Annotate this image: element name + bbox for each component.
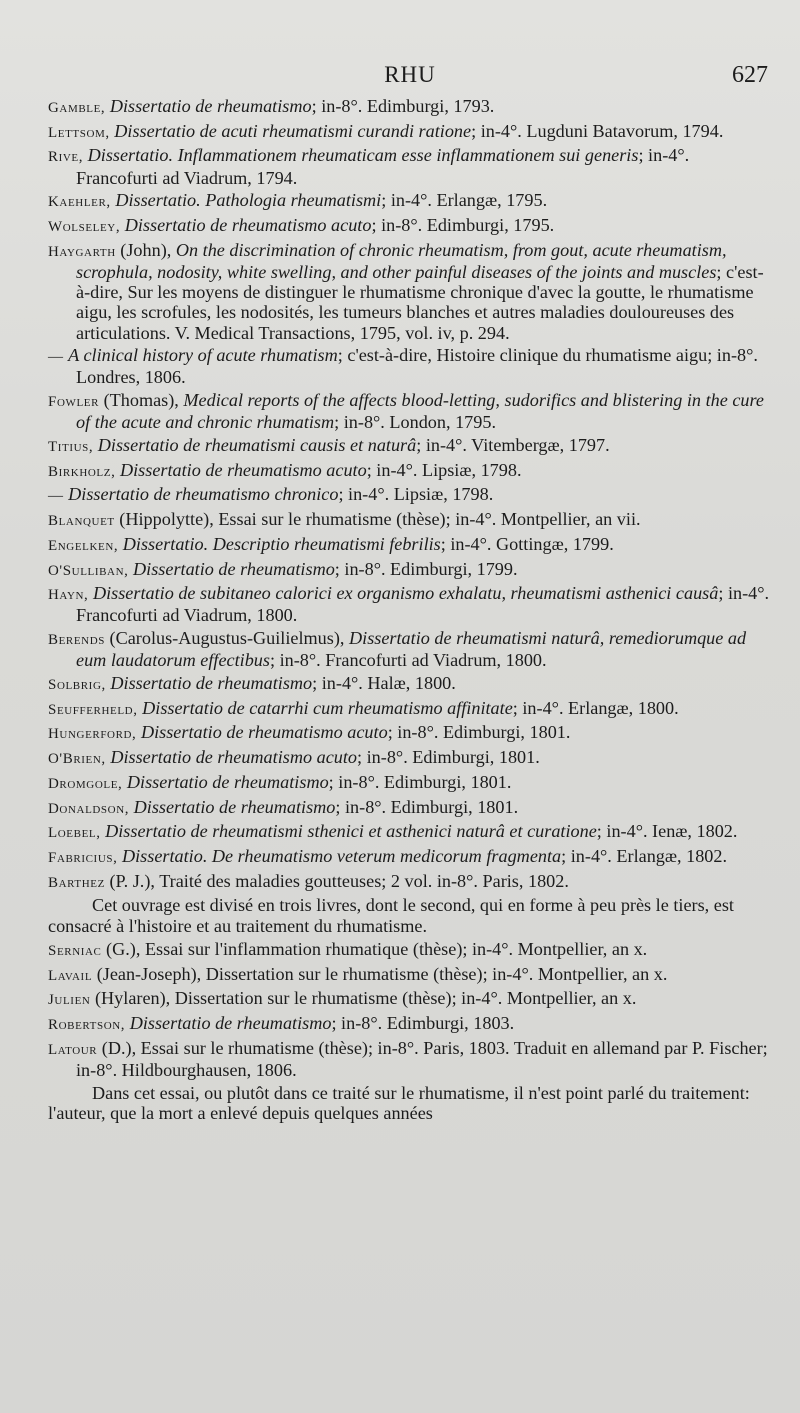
entry-details: ; in-4°. Halæ, 1800. [312, 673, 456, 694]
entry-details: ; in-4°. Francofurti ad Viadrum, 1800. [76, 583, 770, 626]
entry-author: Fowler [48, 394, 100, 411]
entry-title: A clinical history of acute rhumatism [68, 345, 338, 366]
entry-title: Dissertatio de rheumatismo [133, 796, 336, 817]
entry-title: Dissertatio de rheumatismi sthenici et asthenici naturâ et curatione [105, 821, 597, 842]
entry-author: Julien [48, 992, 91, 1009]
entry-details: Essai sur l'inflammation rhumatique (thèse); in-4°. Montpellier, an x. [144, 938, 648, 959]
entry-author-detail: (D.), [101, 1037, 141, 1058]
entry-author: Berends [48, 632, 105, 649]
entry-details: ; in-8°. London, 1795. [334, 412, 496, 433]
bibliography-entry [48, 145, 772, 187]
entry-author: — [48, 488, 64, 505]
bibliography-entry [48, 583, 772, 625]
bibliography-entry [48, 698, 772, 720]
bibliography-entry [48, 484, 772, 506]
entry-title: Dissertatio. De rheumatismo veterum medicorum fragmenta [121, 846, 562, 866]
entry-note: Cet ouvrage est divisé en trois livres, dont le second, qui en forme à peu près le tiers, est consacré à l'histoire et au traitement du rhumatisme. [48, 895, 734, 936]
bibliography-entry [48, 988, 772, 1010]
entry-author: Blanquet [48, 513, 115, 530]
entry-details: ; in-8°. Edimburgi, 1801. [357, 747, 540, 768]
entry-title: Dissertatio de rheumatismo chronico [68, 484, 339, 505]
entry-author-detail: (John), [120, 239, 176, 260]
entry-details: ; in-8°. Francofurti ad Viadrum, 1800. [269, 650, 547, 671]
entry-details: ; in-4°. Francofurti ad Viadrum, 1794. [76, 145, 690, 188]
entry-author: Haygarth [48, 243, 116, 260]
bibliography-entry [48, 797, 772, 819]
entry-author: Barthez [48, 874, 105, 891]
bibliography-entry [48, 559, 772, 581]
bibliography-entry [48, 673, 772, 695]
entry-author: Wolseley, [48, 219, 121, 236]
bibliography-entry [48, 628, 772, 670]
entry-details: ; in-4°. Lugduni Batavorum, 1794. [471, 120, 724, 141]
entry-title: Dissertatio de rheumatismo [133, 558, 335, 579]
entry-details: ; in-4°. Erlangæ, 1800. [512, 697, 679, 718]
entry-title: Medical reports of the affects blood-letting, sudorifics and blistering in the cure of the acute and chronic rhumatism [76, 390, 764, 433]
entry-title: Dissertatio de rheumatismi naturâ, remediorumque ad eum laudatorum effectibus [76, 628, 747, 671]
entry-details: ; in-8°. Edimburgi, 1801. [387, 722, 571, 743]
entry-author: Solbrig, [48, 677, 106, 694]
entry-author: Donaldson, [48, 800, 130, 817]
entry-title: Dissertatio de rheumatismo acuto [124, 215, 372, 236]
bibliography-entry [48, 190, 772, 212]
entry-author-detail: (Jean-Joseph), [96, 963, 206, 984]
entry-title: Dissertatio de rheumatismi causis et naturâ [97, 435, 417, 456]
entry-author-detail: (G.), [106, 938, 145, 959]
entry-title: Dissertatio de rheumatismo [129, 1012, 332, 1033]
entry-author: Rive, [48, 149, 84, 166]
entry-author: Serniac [48, 942, 102, 959]
entry-author: Lettsom, [48, 124, 110, 141]
entry-author: Hungerford, [48, 726, 137, 743]
bibliography-entry [48, 722, 772, 744]
entry-author-detail: (Hippolytte), [119, 509, 219, 530]
bibliography-entry [48, 240, 772, 343]
entry-title: Dissertatio. Inflammationem rheumaticam esse inflammationem sui generis [87, 145, 639, 166]
entry-details: ; in-4°. Vitembergæ, 1797. [416, 435, 610, 456]
entry-details: ; in-4°. Erlangæ, 1795. [381, 190, 548, 211]
entry-author: Seufferheld, [48, 701, 138, 718]
page-number: 627 [732, 62, 768, 88]
entry-title: On the discrimination of chronic rheumatism, from gout, acute rheumatism, scrophula, nodosity, white swelling, and other painful diseases of the joints and muscles [76, 239, 727, 282]
entry-title: Dissertatio. Pathologia rheumatismi [115, 190, 382, 211]
entry-author-detail: (Thomas), [103, 390, 184, 411]
entry-author: Dromgole, [48, 775, 123, 792]
entry-details: Dissertation sur le rhumatisme (thèse); in-4°. Montpellier, an x. [205, 963, 668, 984]
entry-author-detail: (Carolus-Augustus-Guilielmus), [109, 628, 349, 649]
bibliography-entry [48, 964, 772, 986]
entry-title: Dissertatio de catarrhi cum rheumatismo affinitate [142, 697, 513, 718]
bibliography-entry [48, 1038, 772, 1080]
entry-author: Robertson, [48, 1016, 126, 1033]
entry-author: Latour [48, 1041, 98, 1058]
entry-details: Essai sur le rhumatisme (thèse); in-8°. Paris, 1803. Traduit en allemand par P. Fischer; in-8°. Hildbourghausen, 1806. [76, 1037, 768, 1080]
entry-details: Dissertation sur le rhumatisme (thèse); in-4°. Montpellier, an x. [174, 988, 637, 1009]
bibliography-entry [48, 345, 772, 387]
entry-author-detail: (P. J.), [109, 870, 160, 891]
entry-author: Titius, [48, 439, 94, 456]
entry-author-detail: (Hylaren), [94, 988, 175, 1009]
bibliography-entry [48, 390, 772, 432]
bibliography-entry [48, 96, 772, 118]
entry-details: ; in-4°. Gottingæ, 1799. [440, 533, 614, 554]
entry-note: Dans cet essai, ou plutôt dans ce traité sur le rhumatisme, il n'est point parlé du traitement: l'auteur, que la mort a enlevé depuis quelques années [48, 1082, 750, 1123]
entry-title: Dissertatio de acuti rheumatismi curandi ratione [114, 120, 472, 141]
entry-title: Dissertatio de rheumatismo [126, 771, 329, 792]
bibliography-entry [48, 460, 772, 482]
bibliography-entry [48, 121, 772, 143]
bibliography-entry [48, 747, 772, 769]
entry-author: Engelken, [48, 537, 119, 554]
running-title: RHU [384, 62, 436, 87]
entry-author: Birkholz, [48, 463, 116, 480]
entry-details: ; in-4°. Lipsiæ, 1798. [338, 484, 494, 505]
entry-details: ; in-4°. Lipsiæ, 1798. [366, 459, 522, 480]
entry-details: ; c'est-à-dire, Histoire clinique du rhumatisme aigu; in-8°. Londres, 1806. [76, 345, 758, 388]
entry-details: ; in-8°. Edimburgi, 1799. [334, 558, 518, 579]
bibliography-entry [48, 772, 772, 794]
entry-details: ; in-8°. Edimburgi, 1801. [328, 771, 512, 792]
entry-details: Essai sur le rhumatisme (thèse); in-4°. Montpellier, an vii. [218, 509, 641, 530]
entry-details: ; in-8°. Edimburgi, 1793. [311, 96, 495, 116]
bibliography-entry [48, 846, 772, 868]
entry-details: ; in-8°. Edimburgi, 1803. [331, 1012, 515, 1033]
entry-details: ; c'est-à-dire, Sur les moyens de distinguer le rhumatisme chronique d'avec la goutte, le rhumatisme aigu, les scrofules, les nodosités, les tumeurs blanches et autres maladies douloureuses des articulations. V. Medical Transactions, 1795, vol. iv, p. 294. [76, 261, 764, 343]
entry-author: Loebel, [48, 825, 101, 842]
entry-author: Gamble, [48, 100, 106, 116]
entry-author: O'Brien, [48, 751, 106, 768]
entry-details: Traité des maladies goutteuses; 2 vol. in-8°. Paris, 1802. [159, 870, 569, 891]
entry-author: O'Sulliban, [48, 562, 129, 579]
bibliography-entry [48, 821, 772, 843]
bibliography-entry [48, 939, 772, 961]
bibliography-entry [48, 534, 772, 556]
entry-author: — [48, 349, 64, 366]
bibliography-list [48, 96, 772, 1123]
entry-details: ; in-8°. Edimburgi, 1801. [335, 796, 519, 817]
entry-title: Dissertatio. Descriptio rheumatismi febrilis [122, 533, 441, 554]
page-header [48, 62, 772, 96]
bibliography-entry [48, 435, 772, 457]
entry-author: Lavail [48, 967, 93, 984]
entry-title: Dissertatio de rheumatismo [110, 673, 313, 694]
entry-author: Fabricius, [48, 850, 118, 866]
entry-author: Kaehler, [48, 194, 111, 211]
entry-title: Dissertatio de rheumatismo acuto [110, 747, 358, 768]
entry-details: ; in-4°. Erlangæ, 1802. [561, 846, 728, 866]
entry-title: Dissertatio de rheumatismo [109, 96, 312, 116]
entry-details: ; in-4°. Ienæ, 1802. [596, 821, 738, 842]
bibliography-entry [48, 1013, 772, 1035]
entry-author: Hayn, [48, 587, 89, 604]
bibliography-entry [48, 871, 772, 893]
entry-title: Dissertatio de rheumatismo acuto [119, 459, 367, 480]
bibliography-entry [48, 509, 772, 531]
entry-details: ; in-8°. Edimburgi, 1795. [371, 215, 555, 236]
bibliography-entry [48, 215, 772, 237]
entry-title: Dissertatio de rheumatismo acuto [140, 722, 388, 743]
entry-title: Dissertatio de subitaneo calorici ex organismo exhalatu, rheumatismi asthenici causâ [92, 583, 719, 604]
